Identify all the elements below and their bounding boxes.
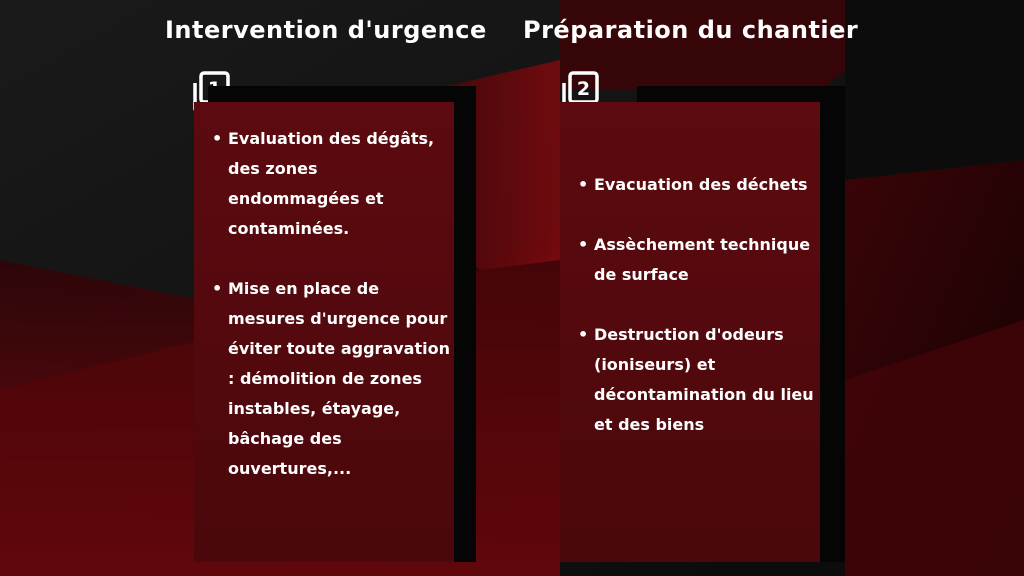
column-1-title: Intervention d'urgence — [165, 16, 487, 44]
list-item: • Destruction d'odeurs (ioniseurs) et décontamination du lieu et des biens — [560, 320, 820, 440]
icon-2-number: 2 — [576, 78, 591, 100]
column-2-title: Préparation du chantier — [523, 16, 859, 44]
list-item: • Assèchement technique de surface — [560, 230, 820, 290]
list-item: • Evaluation des dégâts, des zones endommagées et contaminées. — [194, 124, 450, 244]
card-intervention — [194, 102, 454, 562]
list-item: • Evacuation des déchets — [560, 170, 820, 200]
card-2-list — [560, 170, 820, 470]
card-preparation — [560, 102, 820, 562]
card-1-list — [194, 124, 450, 514]
list-item: • Mise en place de mesures d'urgence pour éviter toute aggravation : démolition de zones instables, étayage, bâchage des ouvertures,... — [194, 274, 450, 484]
